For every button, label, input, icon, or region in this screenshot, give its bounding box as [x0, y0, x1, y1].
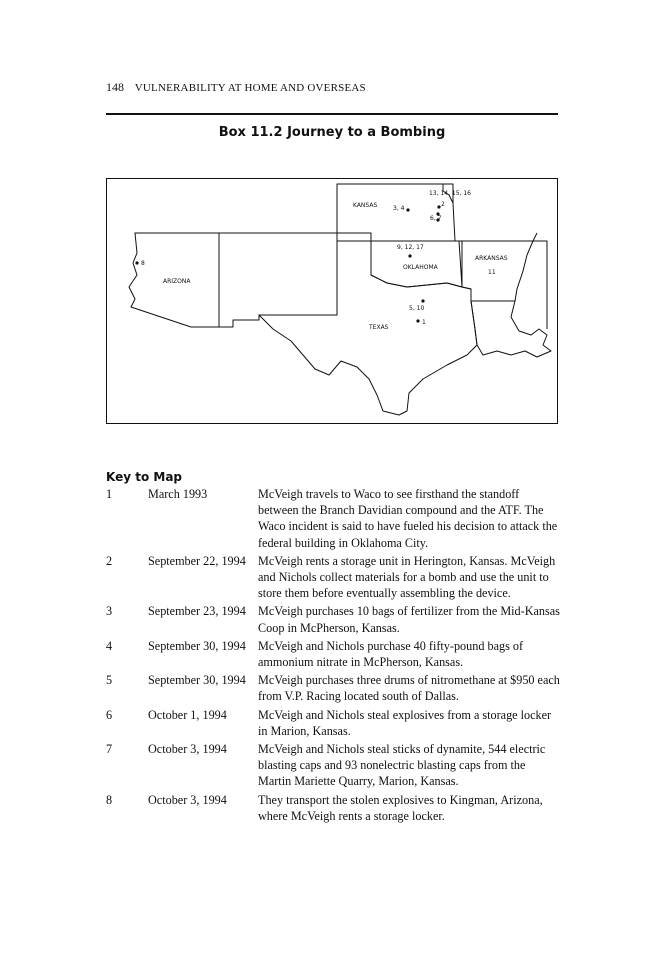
- key-number: 3: [106, 604, 113, 619]
- key-number: 4: [106, 638, 113, 653]
- key-description: McVeigh and Nichols steal explosives from a storage locker in Marion, Kansas.: [258, 707, 552, 738]
- label-kansas: KANSAS: [353, 202, 378, 209]
- label-5-10: 5, 10: [409, 305, 425, 312]
- key-description: McVeigh purchases three drums of nitromethane at $950 each from V.P. Racing located south of Dallas.: [258, 673, 560, 704]
- map-point-9-12-17: [408, 254, 411, 257]
- arkansas-outline: [459, 241, 533, 301]
- label-3-4: 3, 4: [393, 205, 405, 212]
- key-date: September 22, 1994: [148, 553, 246, 568]
- map-point-1: [416, 319, 419, 322]
- label-8: 8: [141, 260, 145, 267]
- label-9-12-17: 9, 12, 17: [397, 244, 424, 251]
- louisiana-outline: [471, 301, 551, 357]
- key-row: [106, 638, 560, 670]
- key-description: They transport the stolen explosives to Kingman, Arizona, where McVeigh rents a storage locker.: [258, 792, 543, 823]
- label-arkansas: ARKANSAS: [475, 255, 508, 262]
- texas-outline: [259, 241, 477, 415]
- key-description: McVeigh and Nichols steal sticks of dynamite, 544 electric blasting caps and 93 nonelectric blasting caps from the Martin Mariette Quarry, Marion, Kansas.: [258, 742, 546, 789]
- map-point-8: [135, 261, 138, 264]
- map-point-5-10: [421, 299, 424, 302]
- key-number: 8: [106, 792, 113, 807]
- key-description: McVeigh and Nichols purchase 40 fifty-pound bags of ammonium nitrate in McPherson, Kansas.: [258, 638, 524, 670]
- key-date: March 1993: [148, 487, 208, 501]
- map-svg: [107, 179, 559, 425]
- key-date: October 3, 1994: [148, 792, 227, 807]
- label-1: 1: [422, 319, 426, 326]
- key-row: [106, 792, 560, 824]
- box-title: Box 11.2 Journey to a Bombing: [218, 125, 446, 140]
- key-number: 7: [106, 742, 113, 757]
- key-date: September 30, 1994: [148, 638, 246, 653]
- page-number: 148: [106, 80, 124, 94]
- key-row: [106, 741, 560, 790]
- running-header: [106, 80, 366, 95]
- key-date: September 30, 1994: [148, 673, 246, 688]
- label-texas: TEXAS: [369, 324, 389, 331]
- key-heading: Key to Map: [106, 470, 183, 484]
- key-row: [106, 672, 560, 704]
- header-rule: [106, 113, 558, 115]
- label-arizona: ARIZONA: [163, 278, 191, 285]
- key-date: October 1, 1994: [148, 707, 227, 722]
- map-figure: [106, 178, 558, 424]
- key-row: [106, 486, 560, 551]
- key-date: September 23, 1994: [148, 604, 246, 619]
- key-description: McVeigh travels to Waco to see firsthand the standoff between the Branch Davidian compound and the ATF. The Waco incident is said to have fueled his decision to attack the federal building in Oklahoma City.: [258, 487, 558, 550]
- key-number: 2: [106, 553, 113, 568]
- key-row: [106, 707, 560, 739]
- new-mexico-outline: [219, 233, 337, 327]
- key-date: October 3, 1994: [148, 742, 227, 757]
- key-description: McVeigh purchases 10 bags of fertilizer from the Mid-Kansas Coop in McPherson, Kansas.: [258, 604, 560, 635]
- key-list: [106, 486, 560, 826]
- label-11: 11: [488, 269, 496, 276]
- label-13-16: 13, 14, 15, 16: [429, 190, 471, 197]
- key-number: 1: [106, 487, 113, 501]
- key-row: [106, 603, 560, 635]
- label-6-7: 6, 7: [430, 215, 442, 222]
- label-oklahoma: OKLAHOMA: [403, 264, 438, 271]
- key-number: 5: [106, 673, 113, 688]
- key-row: [106, 553, 560, 602]
- key-number: 6: [106, 707, 113, 722]
- mississippi-outline: [533, 241, 547, 329]
- label-2: 2: [441, 201, 445, 208]
- key-description: McVeigh rents a storage unit in Herington, Kansas. McVeigh and Nichols collect materials for a bomb and use the unit to store them before eventually assembling the device.: [258, 553, 556, 601]
- running-title: VULNERABILITY AT HOME AND OVERSEAS: [134, 82, 366, 94]
- map-point-3-4: [406, 208, 409, 211]
